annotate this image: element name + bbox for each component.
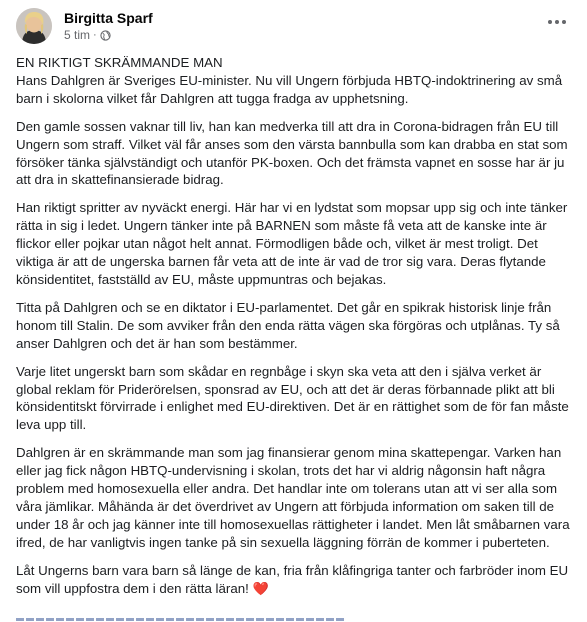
paragraph: Han riktigt spritter av nyväckt energi. Här har vi en lydstat som mopsar upp sig och inte tänker rätta in sig i ledet. Ungern tänker inte på BARNEN som måste få veta att de kanske inte är flickor eller pojkar utan något helt annat. Förmodligen både och, vilket är mest troligt. Det viktiga är att de ungerska barnen får veta att de inte är vad de tror sig vara. Deras flytande könsidentitet, fastställd av EU, måste uppmuntras och bejakas.	[16, 200, 568, 287]
post-meta	[64, 28, 111, 42]
last-paragraph-text: Låt Ungerns barn vara barn så länge de kan, fria från klåfingriga tanter och farbröder inom EU som vill uppfostra dem i den rätta läran!	[16, 562, 569, 596]
post-time[interactable]: 5 tim	[64, 28, 91, 42]
paragraph	[16, 562, 576, 598]
avatar[interactable]	[16, 8, 52, 44]
more-options-icon[interactable]	[543, 12, 571, 32]
paragraph: Den gamle sossen vaknar till liv, han kan medverka till att dra in Corona-bidragen från EU till Ungern som straff. Vilket väl får anses som den värsta bannbulla som kan drabba en stat som försöker tänka självständigt och utanför PK-boxen. Och det främsta vapnet en sosse har är ju att dra in skattefinansierade bidrag.	[16, 118, 568, 188]
globe-icon[interactable]	[100, 30, 111, 41]
post-title: EN RIKTIGT SKRÄMMANDE MAN	[16, 55, 223, 70]
post-header	[16, 8, 571, 44]
post-body	[16, 54, 576, 607]
paragraph: Hans Dahlgren är Sveriges EU-minister. Nu vill Ungern förbjuda HBTQ-indoktrinering av små barn i skolorna vilket får Dahlgren att tugga fradga av upphetsning.	[16, 72, 563, 106]
post-author[interactable]: Birgitta Sparf	[64, 10, 153, 26]
heart-icon: ❤️	[252, 580, 269, 596]
paragraph: Dahlgren är en skrämmande man som jag finansierar genom mina skattepengar. Varken han eller jag fick någon HBTQ-undervisning i skolan, trots det har vi aldrig någonsin haft några problem med homosexuella eller andra. Det handlar inte om tolerans utan att vi ser alla som våra jämlikar. Måhända är det överdrivet av Ungern att förbjuda information om saken till de under 18 år och jag känner inte till homosexuellas rättigheter i landet. Men låt småbarnen vara ifred, de har vanligtvis ingen tanke på sin sexuella läggning förrän de kommer i puberteten.	[16, 445, 570, 550]
paragraph: Titta på Dahlgren och se en diktator i EU-parlamentet. Det går en spikrak historisk linje från honom till Stalin. De som avviker från den enda rätta vägen ska förgöras och utplånas. Ty så anser Dahlgren och det är han som bestämmer.	[16, 299, 560, 351]
meta-separator: ·	[93, 29, 97, 41]
paragraph: Varje litet ungerskt barn som skådar en regnbåge i skyn ska veta att den i själva verket är global reklam för Priderörelsen, sponsrad av EU, och att det är deras förbannade plikt att bli könsidentitskt förvirrade i enlighet med EU-direktiven. Det är en rättighet som de för fan måste leva upp till.	[16, 363, 569, 433]
truncated-link-line[interactable]	[16, 615, 346, 622]
